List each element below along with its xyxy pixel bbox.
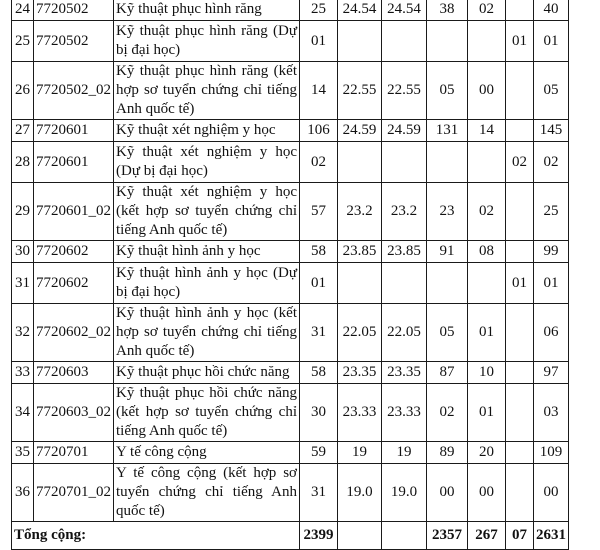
quota-cell: 01 [300, 263, 338, 304]
quota-cell: 58 [300, 241, 338, 263]
quota-cell: 31 [300, 304, 338, 362]
score-2-cell: 23.35 [382, 362, 427, 384]
total-count-cell: 00 [534, 464, 569, 522]
count-5-cell [468, 142, 506, 183]
program-code-cell: 7720603_02 [34, 384, 114, 442]
score-2-cell: 24.59 [382, 120, 427, 142]
count-6-cell [506, 0, 534, 21]
score-2-cell: 23.33 [382, 384, 427, 442]
count-6-cell: 01 [506, 263, 534, 304]
table-row [12, 21, 569, 62]
score-1-cell: 22.05 [338, 304, 382, 362]
total-label: Tổng cộng: [12, 522, 300, 550]
count-6-cell [506, 62, 534, 120]
count-5-cell: 02 [468, 183, 506, 241]
total-chi_tieu-cell: 2399 [300, 522, 338, 550]
score-1-cell [338, 263, 382, 304]
quota-cell: 25 [300, 0, 338, 21]
total-count-cell: 99 [534, 241, 569, 263]
row-number-cell: 31 [12, 263, 34, 304]
count-6-cell [506, 304, 534, 362]
count-4-cell: 05 [427, 62, 468, 120]
count-4-cell: 87 [427, 362, 468, 384]
quota-cell: 31 [300, 464, 338, 522]
program-code-cell: 7720701_02 [34, 464, 114, 522]
score-1-cell: 23.33 [338, 384, 382, 442]
score-1-cell [338, 142, 382, 183]
program-code-cell: 7720502 [34, 0, 114, 21]
quota-cell: 30 [300, 384, 338, 442]
table-row [12, 464, 569, 522]
program-code-cell: 7720601_02 [34, 183, 114, 241]
table-row [12, 142, 569, 183]
count-4-cell: 89 [427, 442, 468, 464]
score-1-cell: 23.35 [338, 362, 382, 384]
count-5-cell: 00 [468, 62, 506, 120]
count-4-cell: 02 [427, 384, 468, 442]
program-name-cell: Kỹ thuật phục hồi chức năng [114, 362, 300, 384]
count-5-cell: 08 [468, 241, 506, 263]
total-tong-cell: 2631 [534, 522, 569, 550]
program-code-cell: 7720502_02 [34, 62, 114, 120]
row-number-cell: 30 [12, 241, 34, 263]
count-6-cell [506, 464, 534, 522]
quota-cell: 58 [300, 362, 338, 384]
total-row [12, 522, 569, 550]
count-5-cell: 10 [468, 362, 506, 384]
score-2-cell: 22.55 [382, 62, 427, 120]
program-code-cell: 7720602 [34, 241, 114, 263]
count-6-cell [506, 183, 534, 241]
count-5-cell: 14 [468, 120, 506, 142]
table-row [12, 0, 569, 21]
program-name-cell: Kỹ thuật xét nghiệm y học [114, 120, 300, 142]
program-code-cell: 7720601 [34, 142, 114, 183]
score-2-cell: 23.2 [382, 183, 427, 241]
score-1-cell: 22.55 [338, 62, 382, 120]
program-name-cell: Y tế công cộng [114, 442, 300, 464]
count-4-cell [427, 21, 468, 62]
total-c5-cell: 267 [468, 522, 506, 550]
row-number-cell: 28 [12, 142, 34, 183]
score-2-cell [382, 142, 427, 183]
table-row [12, 304, 569, 362]
score-1-cell: 24.59 [338, 120, 382, 142]
score-2-cell [382, 263, 427, 304]
count-6-cell [506, 241, 534, 263]
total-c6-cell: 07 [506, 522, 534, 550]
count-6-cell: 02 [506, 142, 534, 183]
row-number-cell: 34 [12, 384, 34, 442]
count-5-cell: 00 [468, 464, 506, 522]
total-count-cell: 109 [534, 442, 569, 464]
total-count-cell: 145 [534, 120, 569, 142]
program-name-cell: Kỹ thuật hình ảnh y học (Dự bị đại học) [114, 263, 300, 304]
score-2-cell: 23.85 [382, 241, 427, 263]
program-code-cell: 7720601 [34, 120, 114, 142]
program-name-cell: Kỹ thuật hình ảnh y học (kết hợp sơ tuyển chứng chỉ tiếng Anh quốc tế) [114, 304, 300, 362]
program-code-cell: 7720602 [34, 263, 114, 304]
row-number-cell: 36 [12, 464, 34, 522]
score-1-cell: 19.0 [338, 464, 382, 522]
total-count-cell: 02 [534, 142, 569, 183]
quota-cell: 57 [300, 183, 338, 241]
total-count-cell: 97 [534, 362, 569, 384]
row-number-cell: 27 [12, 120, 34, 142]
total-count-cell: 40 [534, 0, 569, 21]
total-count-cell: 01 [534, 21, 569, 62]
program-name-cell: Kỹ thuật phục hình răng [114, 0, 300, 21]
count-5-cell: 01 [468, 304, 506, 362]
total-count-cell: 25 [534, 183, 569, 241]
quota-cell: 02 [300, 142, 338, 183]
total-count-cell: 06 [534, 304, 569, 362]
total-count-cell: 03 [534, 384, 569, 442]
program-code-cell: 7720602_02 [34, 304, 114, 362]
count-4-cell [427, 142, 468, 183]
program-code-cell: 7720502 [34, 21, 114, 62]
total-diem2-cell [382, 522, 427, 550]
score-1-cell: 24.54 [338, 0, 382, 21]
table-row [12, 241, 569, 263]
total-diem1-cell [338, 522, 382, 550]
count-4-cell: 91 [427, 241, 468, 263]
quota-cell: 106 [300, 120, 338, 142]
program-name-cell: Kỹ thuật xét nghiệm y học (kết hợp sơ tuyển chứng chỉ tiếng Anh quốc tế) [114, 183, 300, 241]
score-2-cell [382, 21, 427, 62]
score-2-cell: 22.05 [382, 304, 427, 362]
count-4-cell: 05 [427, 304, 468, 362]
count-6-cell [506, 362, 534, 384]
count-5-cell [468, 263, 506, 304]
quota-cell: 14 [300, 62, 338, 120]
count-6-cell [506, 120, 534, 142]
score-1-cell: 19 [338, 442, 382, 464]
count-5-cell [468, 21, 506, 62]
count-4-cell: 38 [427, 0, 468, 21]
row-number-cell: 26 [12, 62, 34, 120]
count-6-cell [506, 384, 534, 442]
row-number-cell: 25 [12, 21, 34, 62]
count-4-cell: 23 [427, 183, 468, 241]
program-name-cell: Y tế công cộng (kết hợp sơ tuyển chứng chỉ tiếng Anh quốc tế) [114, 464, 300, 522]
count-6-cell [506, 442, 534, 464]
count-5-cell: 02 [468, 0, 506, 21]
row-number-cell: 35 [12, 442, 34, 464]
count-5-cell: 20 [468, 442, 506, 464]
table-body [12, 0, 569, 550]
quota-cell: 59 [300, 442, 338, 464]
program-name-cell: Kỹ thuật phục hồi chức năng (kết hợp sơ tuyển chứng chỉ tiếng Anh quốc tế) [114, 384, 300, 442]
count-6-cell: 01 [506, 21, 534, 62]
quota-cell: 01 [300, 21, 338, 62]
row-number-cell: 29 [12, 183, 34, 241]
count-4-cell [427, 263, 468, 304]
program-name-cell: Kỹ thuật phục hình răng (kết hợp sơ tuyển chứng chỉ tiếng Anh quốc tế) [114, 62, 300, 120]
count-4-cell: 131 [427, 120, 468, 142]
score-1-cell: 23.85 [338, 241, 382, 263]
admission-results-table [11, 0, 569, 550]
total-c4-cell: 2357 [427, 522, 468, 550]
table-row [12, 62, 569, 120]
table-row [12, 263, 569, 304]
table-row [12, 362, 569, 384]
table-row [12, 183, 569, 241]
row-number-cell: 32 [12, 304, 34, 362]
program-code-cell: 7720701 [34, 442, 114, 464]
score-1-cell: 23.2 [338, 183, 382, 241]
score-2-cell: 19 [382, 442, 427, 464]
total-count-cell: 01 [534, 263, 569, 304]
table-row [12, 120, 569, 142]
program-name-cell: Kỹ thuật xét nghiệm y học (Dự bị đại học) [114, 142, 300, 183]
count-5-cell: 01 [468, 384, 506, 442]
table-row [12, 384, 569, 442]
score-2-cell: 24.54 [382, 0, 427, 21]
program-name-cell: Kỹ thuật hình ảnh y học [114, 241, 300, 263]
score-1-cell [338, 21, 382, 62]
table-row [12, 442, 569, 464]
score-2-cell: 19.0 [382, 464, 427, 522]
program-name-cell: Kỹ thuật phục hình răng (Dự bị đại học) [114, 21, 300, 62]
count-4-cell: 00 [427, 464, 468, 522]
row-number-cell: 24 [12, 0, 34, 21]
total-count-cell: 05 [534, 62, 569, 120]
program-code-cell: 7720603 [34, 362, 114, 384]
row-number-cell: 33 [12, 362, 34, 384]
